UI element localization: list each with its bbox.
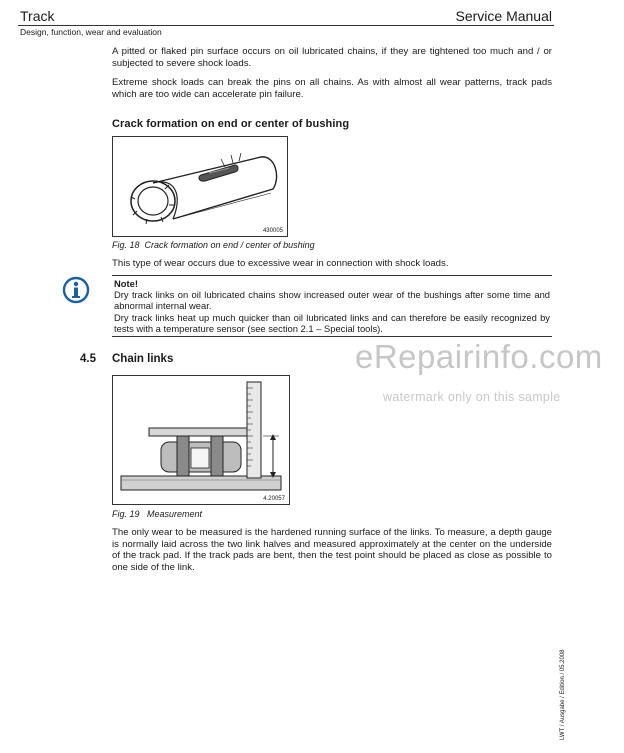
watermark-main: eRepairinfo.com xyxy=(355,338,603,375)
figure-19-box xyxy=(112,375,290,505)
header-subtitle: Design, function, wear and evaluation xyxy=(20,27,162,37)
subheading-crack-formation: Crack formation on end or center of bushing xyxy=(112,118,350,130)
paragraph-shock-loads: Extreme shock loads can break the pins on all chains. As with almost all wear patterns, track pads which are too wide can accelerate pin failure. xyxy=(112,77,552,100)
note-top-rule xyxy=(112,275,552,276)
note-line-2: Dry track links heat up much quicker than oil lubricated links and can therefore be easily recognized by tests with a temperature sensor (see section 2.1 – Special tools). xyxy=(114,312,550,335)
figure-18-box xyxy=(112,136,288,237)
figure-18-caption xyxy=(112,240,315,250)
section-number: 4.5 xyxy=(80,353,96,365)
note-label: Note! xyxy=(114,278,138,289)
figure-18-code: 430005 xyxy=(262,228,283,234)
header-manual-label: Service Manual xyxy=(455,8,552,24)
figure-19-caption-num: Fig. 19 xyxy=(112,509,140,519)
bushing-illustration xyxy=(113,137,287,236)
edition-side-text: LWT / Ausgabe / Edition / 05.2008 xyxy=(560,649,566,740)
header-divider xyxy=(18,25,554,26)
note-bottom-rule xyxy=(112,336,552,337)
paragraph-pitted-pin: A pitted or flaked pin surface occurs on oil lubricated chains, if they are tightened too much and / or subjected to severe shock loads. xyxy=(112,46,552,69)
figure-19-caption xyxy=(112,509,202,519)
note-line-1: Dry track links on oil lubricated chains show increased outer wear of the bushings after some time and abnormal internal wear. xyxy=(114,289,550,312)
paragraph-measurement: The only wear to be measured is the hardened running surface of the links. To measure, a depth gauge is normally laid across the two link halves and measured approximately at the center on the underside of the track pad. If the track pads are bent, then the test point should be placed as close as possible to one side of the link. xyxy=(112,527,552,573)
watermark-sub: watermark only on this sample xyxy=(383,390,561,404)
paragraph-wear-shock: This type of wear occurs due to excessive wear in connection with shock loads. xyxy=(112,258,449,269)
figure-18-caption-text: Crack formation on end / center of bushing xyxy=(144,240,315,250)
info-icon xyxy=(62,276,90,304)
section-title: Chain links xyxy=(112,353,174,365)
figure-19-code: 4.20057 xyxy=(263,496,285,502)
figure-18-caption-num: Fig. 18 xyxy=(112,240,140,250)
figure-19-caption-text: Measurement xyxy=(147,509,203,519)
measurement-illustration xyxy=(113,376,289,504)
header-title: Track xyxy=(20,8,55,24)
